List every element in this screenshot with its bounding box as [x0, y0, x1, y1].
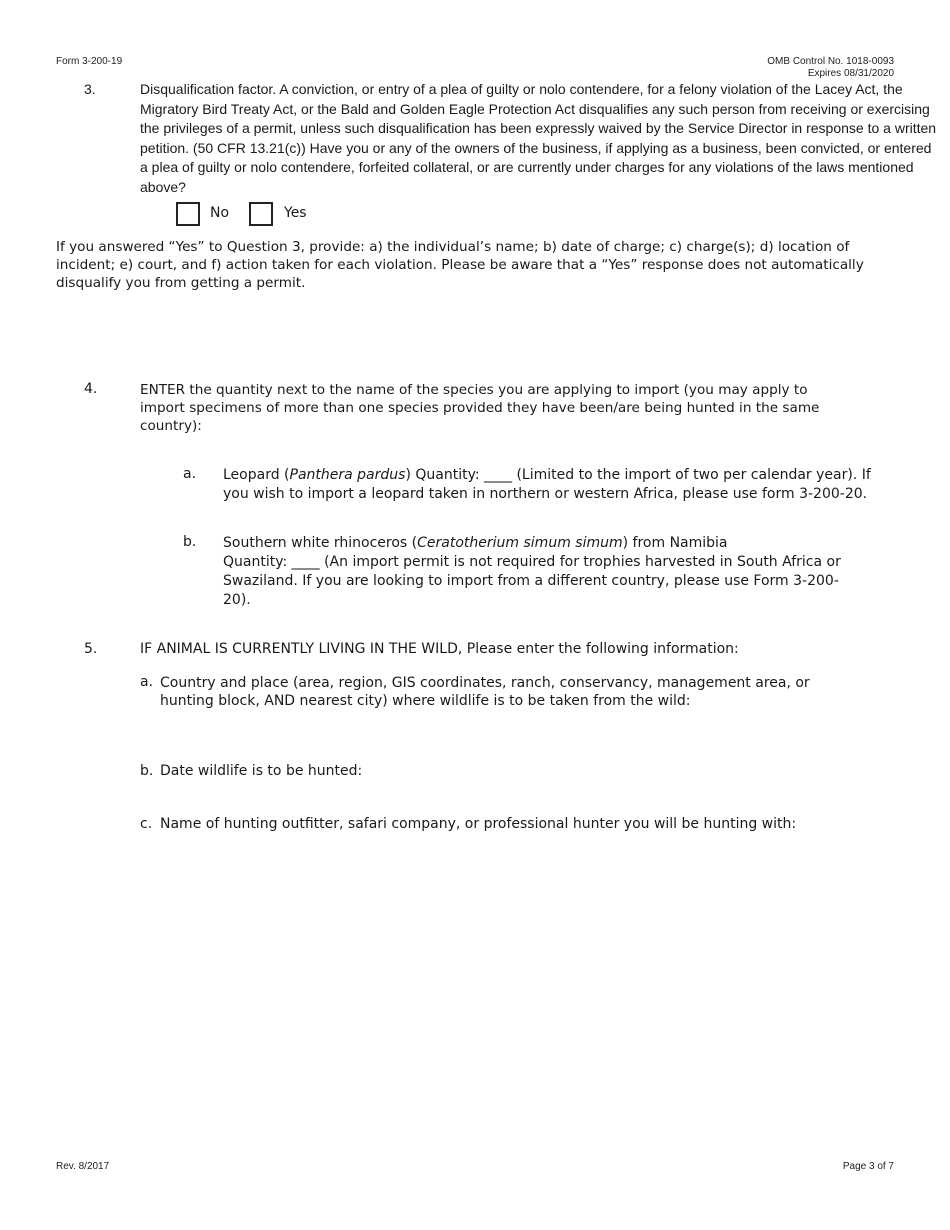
question-5c-letter: c.	[140, 816, 153, 832]
question-5-number: 5.	[84, 641, 98, 657]
yes-checkbox-label: Yes	[284, 205, 307, 221]
leopard-item: Leopard (Panthera pardus) Quantity: ____ (Limited to the import of two per calendar year). If you wish to import a leopard taken in northern or western Africa, please use form 3-200-20.	[223, 467, 871, 502]
question-3-number: 3.	[84, 81, 96, 97]
omb-control-number: OMB Control No. 1018-0093	[767, 56, 894, 67]
form-number: Form 3-200-19	[56, 56, 123, 67]
page-number: Page 3 of 7	[842, 1161, 894, 1172]
yes-checkbox[interactable]	[249, 202, 273, 226]
question-4-text: ENTER the quantity next to the name of the species you are applying to import (you may apply to import specimens of more than one species provided they have been/are being hunted in the same country):	[140, 382, 820, 434]
no-checkbox[interactable]	[176, 202, 200, 226]
question-5b-letter: b.	[140, 763, 154, 779]
question-5a-text: Country and place (area, region, GIS coordinates, ranch, conservancy, management area, or hunting block, AND nearest city) where wildlife is to be taken from the wild:	[160, 675, 810, 709]
question-3-text: Disqualification factor. A conviction, or entry of a plea of guilty or nolo contendere, for a felony violation of the Lacey Act, the Migratory Bird Treaty Act, or the Bald and Golden Eagle Protection Act disqualifies any such person from receiving or exercising the privileges of a permit, unless such disqualification has been expressly waived by the Service Director in response to a written petition. (50 CFR 13.21(c)) Have you or any of the owners of the business, if applying as a business, been convicted, or entered a plea of guilty or nolo contendere, forfeited collateral, or are currently under charges for any violations of the laws mentioned above?	[140, 81, 937, 195]
question-5-text: IF ANIMAL IS CURRENTLY LIVING IN THE WILD, Please enter the following information:	[140, 641, 739, 657]
leopard-species-name: Panthera pardus	[289, 467, 406, 483]
revision-date: Rev. 8/2017	[56, 1161, 110, 1172]
rhinoceros-item: Southern white rhinoceros (Ceratotherium simum simum) from Namibia Quantity: ____ (An import permit is not required for trophies harvested in South Africa or Swaziland. If you are looking to import from a different country, please use Form 3-200-20).	[223, 535, 841, 608]
expiration-date: Expires 08/31/2020	[807, 68, 894, 79]
question-4b-letter: b.	[183, 534, 197, 550]
question-3-followup: If you answered “Yes” to Question 3, provide: a) the individual’s name; b) date of charge; c) charge(s); d) location of incident; e) court, and f) action taken for each violation. Please be aware that a “Yes” response does not automatically disqualify you from getting a permit.	[56, 239, 864, 291]
question-4-number: 4.	[84, 381, 98, 397]
question-4a-letter: a.	[183, 466, 197, 482]
rhinoceros-species-name: Ceratotherium simum simum	[417, 535, 623, 551]
no-checkbox-label: No	[210, 205, 230, 221]
question-5c-text: Name of hunting outfitter, safari company, or professional hunter you will be hunting with:	[160, 816, 797, 832]
question-5a-letter: a.	[140, 674, 154, 690]
question-5b-text: Date wildlife is to be hunted:	[160, 763, 363, 779]
